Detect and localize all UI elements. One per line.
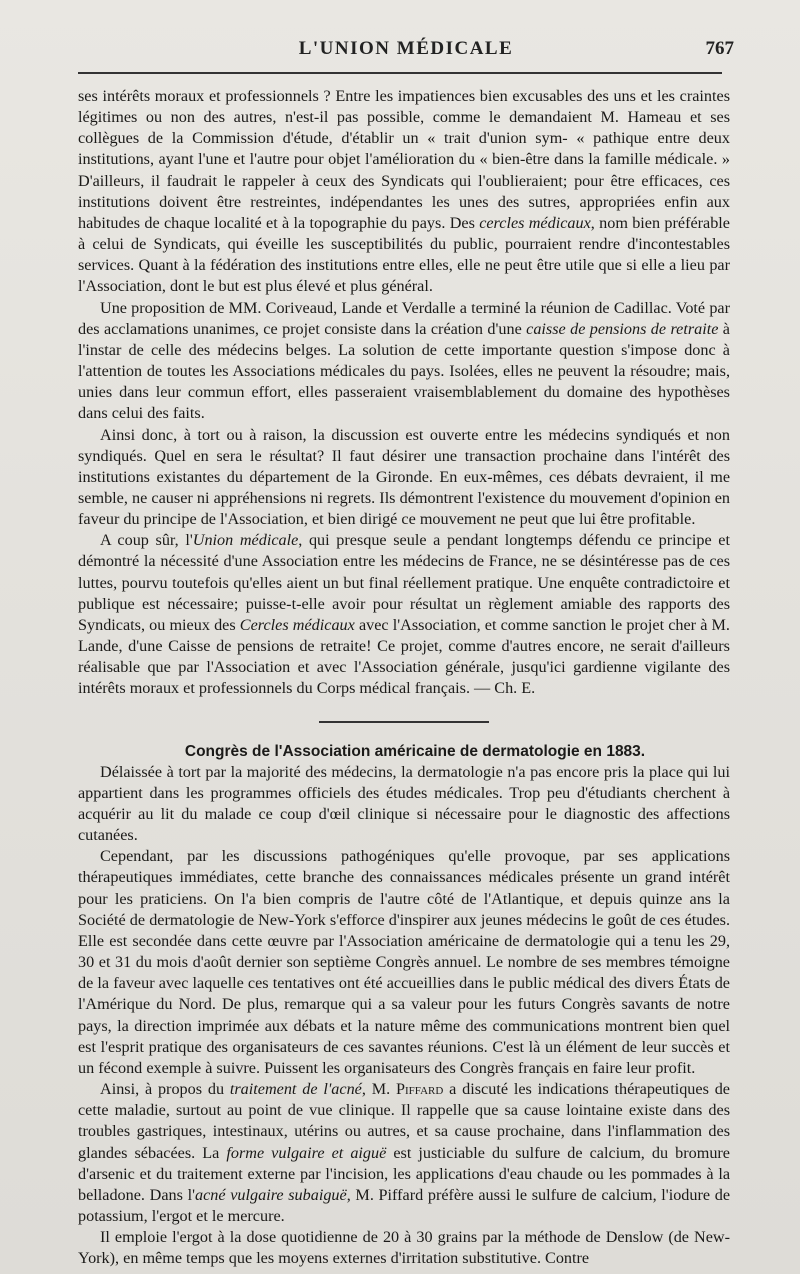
header-rule	[78, 72, 722, 74]
paragraph: Ainsi, à propos du traitement de l'acné, M. Piffard a discuté les indications thérapeutiques de cette maladie, surtout au point de vue clinique. Il rappelle que sa cause lointaine existe dans des troubles gastriques, intestinaux, utérins ou autres, et sa cause prochaine, dans l'inflammation des glandes sébacées. La forme vulgaire et aiguë est justiciable du sulfure de calcium, du bromure d'arsenic et du traitement externe par l'incision, les applications d'eau chaude ou les pommades à la belladone. Dans l'acné vulgaire subaiguë, M. Piffard préfère aussi le sulfure de calcium, l'iodure de potassium, l'ergot et le mercure.	[78, 1080, 730, 1225]
paragraph: A coup sûr, l'Union médicale, qui presque seule a pendant longtemps défendu ce principe et démontré la nécessité d'une Association entre les médecins de France, ne se désintéresse pas de ces luttes, pourvu toutefois qu'elles aient un but final réellement pratique. Une enquête contradictoire et publique est nécessaire; puisse-t-elle avoir pour résultat un règlement amiable des rapports des Syndicats, ou mieux des Cercles médicaux avec l'Association, et comme sanction le projet cher à M. Lande, d'une Caisse de pensions de retraite! Ce projet, comme d'autres encore, ne serait d'ailleurs réalisable que par l'Association et avec l'Association générale, jusqu'ici gardienne vigilante des intérêts moraux et professionnels du Corps médical français. — Ch. E.	[78, 531, 730, 698]
paragraph: Délaissée à tort par la majorité des médecins, la dermatologie n'a pas encore pris la place qui lui appartient dans les programmes officiels des études médicales. Trop peu d'étudiants cherchent à acquérir au lit du malade ce coup d'œil clinique si nécessaire pour le diagnostic des affections cutanées.	[78, 762, 730, 845]
paragraph: Cependant, par les discussions pathogéniques qu'elle provoque, par ses applications thérapeutiques immédiates, cette branche des connaissances médicales présente un grand intérêt pour les praticiens. On l'a bien compris de l'autre côté de l'Atlantique, et depuis quinze ans la Société de dermatologie de New-York s'efforce d'inspirer aux jeunes médecins le goût de ces études. Elle est secondée dans cette œuvre par l'Association américaine de dermatologie qui a tenu les 29, 30 et 31 du mois d'août dernier son septième Congrès annuel. Le nombre de ses membres témoigne de la faveur avec laquelle ces tentatives ont été accueillies dans le public médical des divers États de l'Amérique du Nord. De plus, remarque qui a sa valeur pour les futurs Congrès savants de notre pays, la direction imprimée aux débats et la nature même des communications montrent bien quel est l'esprit pratique des organisateurs de ces savantes réunions. C'est là un élément de leur succès et un fécond exemple à suivre. Puissent les organisateurs des Congrès français en faire leur profit.	[78, 847, 730, 1077]
page-header	[78, 38, 734, 64]
paragraph: Une proposition de MM. Coriveaud, Lande et Verdalle a terminé la réunion de Cadillac. Voté par des acclamations unanimes, ce projet consiste dans la création d'une caisse de pensions de retraite à l'instar de celle des médecins belges. La solution de cette importante question s'impose donc à l'attention de toutes les Associations médicales du pays. Isolées, elles ne peuvent la résoudre; mais, unies dans leur commun effort, elles passeraient vraisemblablement du domaine des hypothèses dans celui des faits.	[78, 298, 730, 423]
paragraph: ses intérêts moraux et professionnels ? Entre les impatiences bien excusables des uns et les craintes légitimes ou non des autres, n'est-il pas possible, comme le demandaient M. Hameau et ses collègues de la Commission d'étude, d'établir un « trait d'union sym- « pathique entre deux institutions, ayant l'une et l'autre pour objet l'amélioration du « bien-être dans la famille médicale. » D'ailleurs, il faudrait le rappeler à ceux des Syndicats qui l'oublieraient; pour être efficaces, ces institutions doivent être restreintes, indépendantes les unes des sutres, appropriées enfin aux habitudes de chaque localité et à la topographie du pays. Des cercles médicaux, nom bien préférable à celui de Syndicats, qui éveille les susceptibilités du public, pourraient rendre d'incontestables services. Quant à la fédération des institutions entre elles, elle ne peut être utile que si elle a lieu par l'Association, dont le but est plus élevé et plus général.	[78, 87, 730, 296]
paragraph: Il emploie l'ergot à la dose quotidienne de 20 à 30 grains par la méthode de Denslow (de New-York), en même temps que les moyens externes d'irritation substitutive. Contre	[78, 1228, 730, 1268]
page-number: 767	[705, 38, 734, 59]
paragraph: Ainsi donc, à tort ou à raison, la discussion est ouverte entre les médecins syndiqués et non syndiqués. Quel en sera le résultat? Il faut désirer une transaction prochaine dans l'intérêt des institutions existantes du département de la Gironde. En eux-mêmes, ces débats devraient, il me semble, ne causer ni appréhensions ni regrets. Ils démontrent l'existence du mouvement d'opinion en faveur du principe de l'Association, et bien dirigé ce mouvement ne peut que lui être profitable.	[78, 425, 730, 529]
article-body	[78, 86, 730, 1269]
running-title: L'UNION MÉDICALE	[298, 38, 514, 59]
section-divider	[319, 721, 489, 723]
section-heading: Congrès de l'Association américaine de dermatologie en 1883.	[184, 742, 646, 760]
